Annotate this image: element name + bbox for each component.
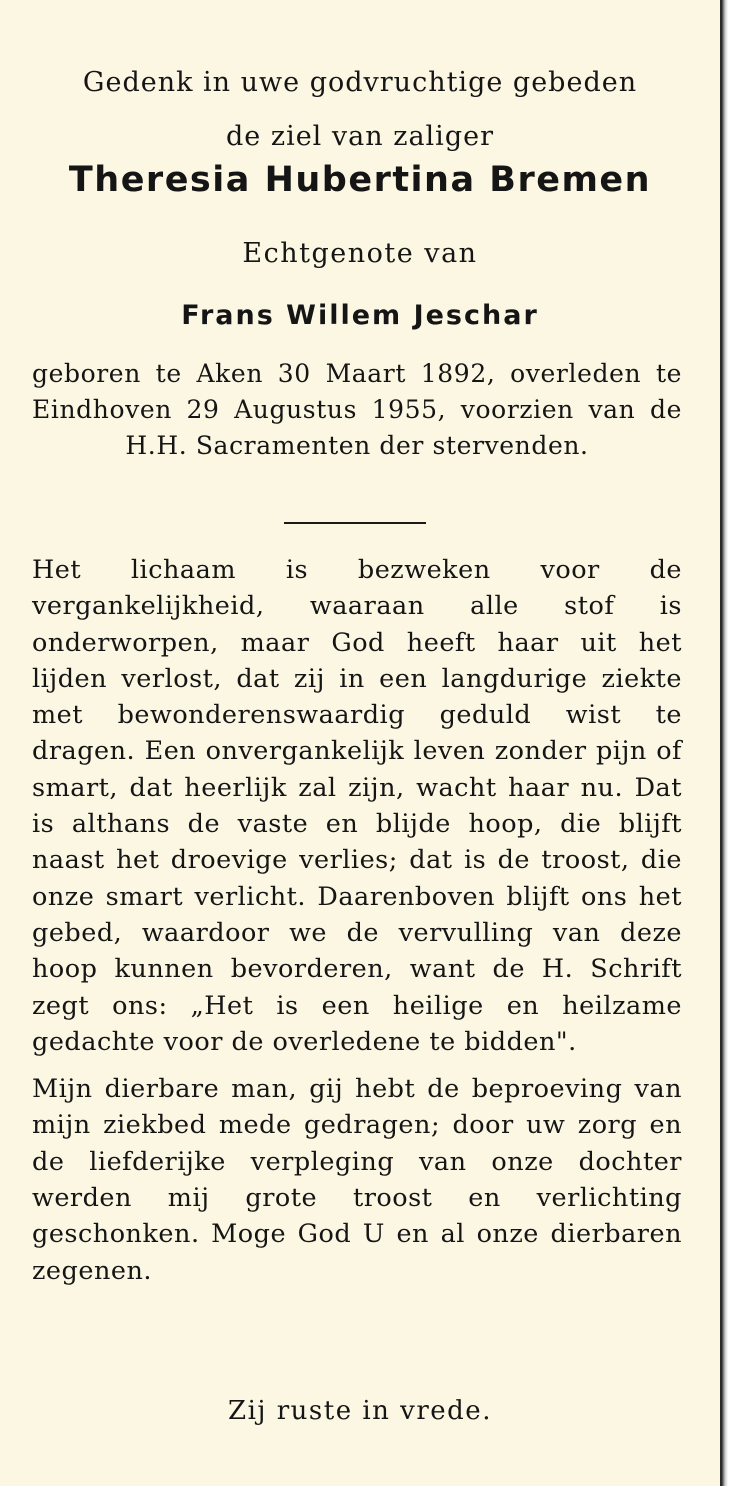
intro-text bbox=[0, 56, 720, 164]
divider-line bbox=[284, 522, 426, 524]
paragraph-1: Het lichaam is bezweken voor de vergankelijkheid, waaraan alle stof is onderworpen, maar God heeft haar uit het lijden verlost, dat zij in een langdurige ziekte met bewonderenswaardig geduld wist te dragen. Een onvergankelijk leven zonder pijn of smart, dat heerlijk zal zijn, wacht haar nu. Dat is althans de vaste en blijde hoop, die blijft naast het droevige verlies; dat is de troost, die onze smart verlicht. Daarenboven blijft ons het gebed, waardoor we de vervulling van deze hoop kunnen bevorderen, want de H. Schrift zegt ons: „Het is een heilige en heilzame gedachte voor de overledene te bidden". bbox=[32, 555, 682, 1057]
spouse-label: Echtgenote van bbox=[242, 238, 478, 269]
intro-line-2: de ziel van zaliger bbox=[226, 121, 494, 152]
intro-line-1: Gedenk in uwe godvruchtige gebeden bbox=[82, 67, 638, 98]
birth-death-details: geboren te Aken 30 Maart 1892, overleden te Eindhoven 29 Augustus 1955, voorzien van de H.H. Sacramenten der stervenden. bbox=[32, 359, 682, 460]
memorial-text bbox=[32, 552, 682, 1300]
spouse-name: Frans Willem Jeschar bbox=[181, 300, 539, 331]
deceased-name: Theresia Hubertina Bremen bbox=[68, 160, 652, 200]
paragraph-2: Mijn dierbare man, gij hebt de beproeving van mijn ziekbed mede gedragen; door uw zorg en de liefderijke verpleging van onze dochter werden mij grote troost en verlichting geschonken. Moge God U en al onze dierbaren zegenen. bbox=[32, 1074, 682, 1286]
closing-prayer: Zij ruste in vrede. bbox=[228, 1396, 492, 1426]
scan-edge bbox=[722, 0, 735, 1486]
